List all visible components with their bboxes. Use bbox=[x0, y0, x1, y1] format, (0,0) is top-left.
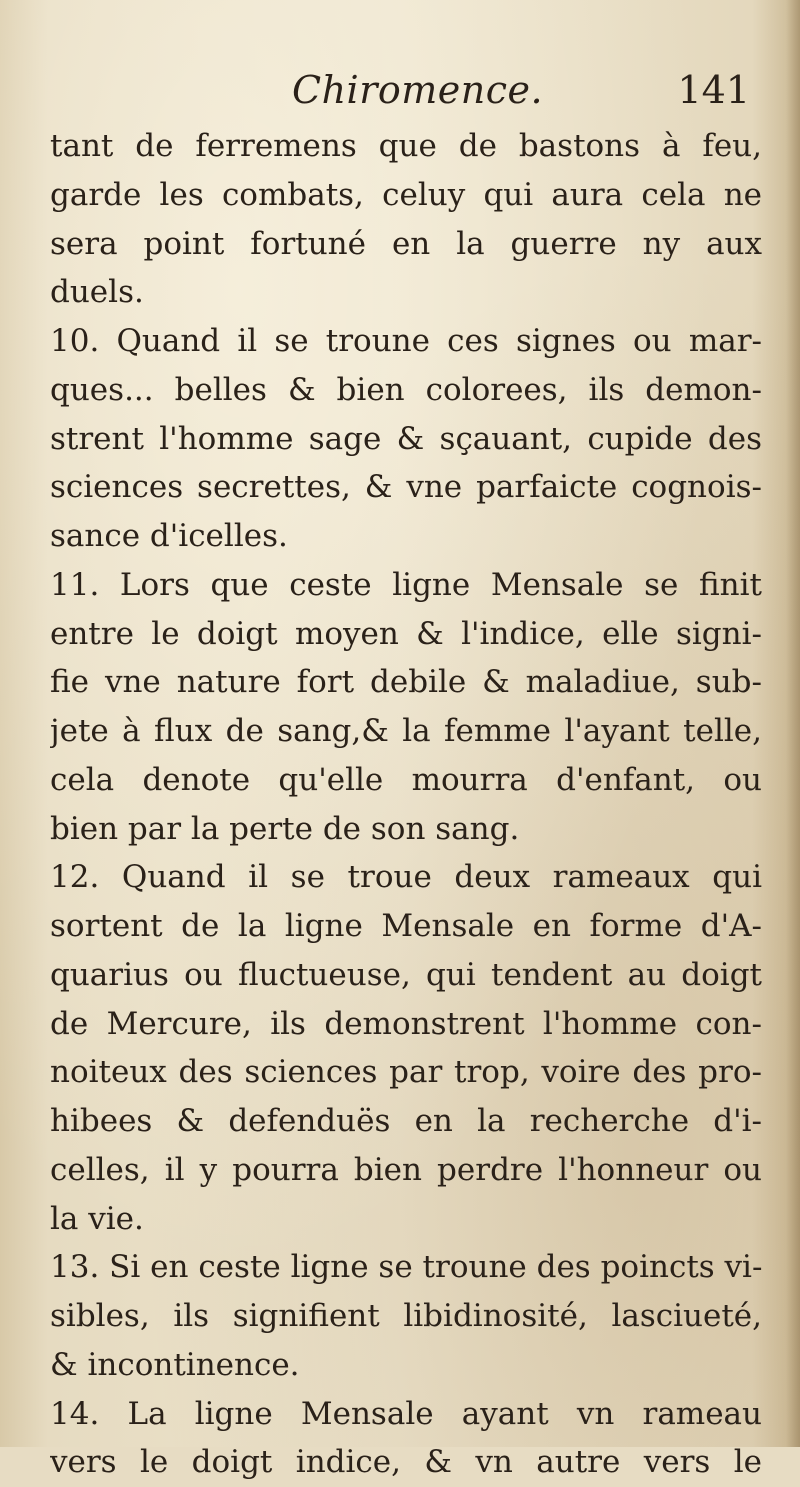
text-line: sibles, ils signifient libidinosité, lasciueté, bbox=[50, 1298, 762, 1334]
running-title: Chiromence. bbox=[292, 68, 544, 112]
text-line: cela denote qu'elle mourra d'enfant, ou bbox=[50, 761, 762, 798]
text-line: entre le doigt moyen & l'indice, elle signi- bbox=[50, 615, 762, 652]
page-header bbox=[0, 62, 800, 118]
text-line: & incontinence. bbox=[50, 1346, 300, 1383]
text-line: de Mercure, ils demonstrent l'homme con- bbox=[50, 1005, 762, 1042]
text-line: ques... belles & bien colorees, ils demon- bbox=[50, 371, 762, 408]
page-number: 141 bbox=[677, 68, 750, 112]
text-line: sciences secrettes, & vne parfaicte cognois- bbox=[50, 469, 762, 506]
text-line: 10. Quand il se troune ces signes ou mar- bbox=[50, 323, 762, 359]
text-line: sance d'icelles. bbox=[50, 518, 288, 554]
text-line: duels. bbox=[50, 274, 144, 311]
text-line: strent l'homme sage & sçauant, cupide des bbox=[50, 420, 762, 457]
text-line: bien par la perte de son sang. bbox=[50, 810, 520, 847]
text-line: noiteux des sciences par trop, voire des pro- bbox=[50, 1054, 762, 1091]
body-text bbox=[50, 122, 762, 1487]
text-line: 11. Lors que ceste ligne Mensale se finit bbox=[50, 566, 762, 603]
text-line: vers le doigt indice, & vn autre vers le bbox=[50, 1444, 762, 1481]
text-line: 14. La ligne Mensale ayant vn rameau bbox=[50, 1395, 762, 1432]
text-line: garde les combats, celuy qui aura cela ne bbox=[50, 176, 762, 213]
text-line: hibees & defenduës en la recherche d'i- bbox=[50, 1103, 762, 1139]
text-line: tant de ferremens que de bastons à feu, bbox=[50, 128, 762, 164]
text-line: fie vne nature fort debile & maladiue, sub- bbox=[50, 664, 762, 701]
text-line: celles, il y pourra bien perdre l'honneur ou bbox=[50, 1151, 762, 1188]
text-line: sera point fortuné en la guerre ny aux bbox=[50, 225, 762, 262]
text-line: 12. Quand il se troue deux rameaux qui bbox=[50, 859, 762, 896]
text-line: 13. Si en ceste ligne se troune des poincts vi- bbox=[50, 1249, 762, 1286]
text-line: la vie. bbox=[50, 1200, 144, 1237]
text-line: quarius ou fluctueuse, qui tendent au doigt bbox=[50, 956, 762, 993]
text-line: sortent de la ligne Mensale en forme d'A- bbox=[50, 908, 762, 944]
text-line: jete à flux de sang,& la femme l'ayant telle, bbox=[50, 713, 762, 749]
